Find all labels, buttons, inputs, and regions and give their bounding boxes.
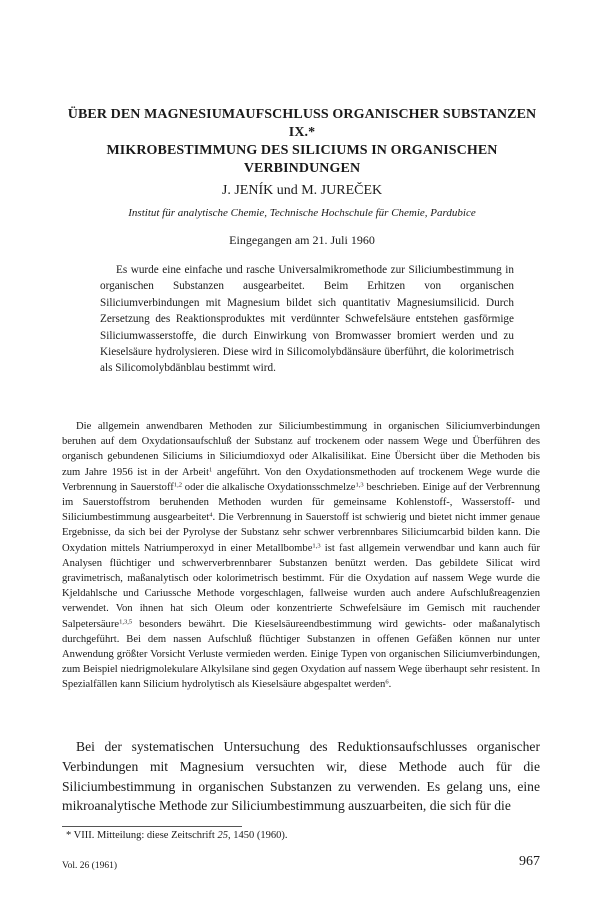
reference-marker: 1,3 <box>355 481 364 489</box>
text-run: beschrieben. Einige auf der Verbrennung im Sauerstoffstrom beruhenden Methoden wurden für gemeinsame Kohlenstoff-, Wasserstoff- und Siliciumbestimmung ausgearbeitet <box>62 481 540 524</box>
footnote-volume: 25 <box>217 830 228 841</box>
journal-volume: Vol. 26 (1961) <box>62 861 117 871</box>
author-1-initials: J. J <box>221 183 240 198</box>
footnote-text: * VIII. Mitteilung: diese Zeitschrift <box>66 830 218 841</box>
footnote-text: , 1450 (1960). <box>227 830 288 841</box>
title-line-1: ÜBER DEN MAGNESIUMAUFSCHLUSS ORGANISCHER SUBSTANZEN IX.* <box>67 107 537 140</box>
main-paragraph <box>62 737 540 816</box>
page-number: 967 <box>519 854 540 869</box>
article-title <box>60 106 544 178</box>
reference-marker: 6 <box>385 678 389 686</box>
author-affiliation: Institut für analytische Chemie, Technische Hochschule für Chemie, Pardubice <box>128 207 476 219</box>
reference-marker: 1,3,5 <box>119 618 133 626</box>
author-2-initials: M. J <box>301 183 327 198</box>
main-text: Bei der systematischen Untersuchung des Reduktionsaufschlusses organischer Verbindungen mit Magnesium versuchten wir, diese Methode auch für die Siliciumbestimmung in organischen Substanzen zu verwenden. Es gelang uns, eine mikroanalytische Methode zur Siliciumbestimmung auszuarbeiten, die sich für die <box>62 739 540 814</box>
reference-marker: 4 <box>209 511 213 519</box>
text-run: . Die Verbrennung in Sauerstoff ist schwierig und bietet nicht immer genaue Ergebnisse, da sich bei der Pyrolyse der Substanz sehr schwer verbrennbares Siliciumcarbid bilden kann. Die Oxydation mittels Natriumperoxyd in einer Metallbombe <box>62 512 541 554</box>
text-run: ist fast allgemein verwendbar und kann auch für Analysen flüchtiger und schwerverbrennbarer Substanzen benützt werden. Das gebildete Silicat wird gravimetrisch, maßanalytisch oder kolorimetrisch bestimmt. Für die Oxydation auf nassem Wege wurde die Kjeldahlsche und Cariussche Methode vorgeschlagen, fallweise wurden auch andere Aufschlußreagenzien verwendet. Von ihnen hat sich Oleum oder konzentrierte Schwefelsäure im Gemisch mit rauchender Salpetersäure <box>62 542 540 630</box>
reference-marker: 1 <box>209 466 213 473</box>
title-line-2: MIKROBESTIMMUNG DES SILICIUMS IN ORGANISCHEN <box>106 143 498 158</box>
title-line-3: VERBINDUNGEN <box>243 161 361 176</box>
abstract <box>100 262 514 377</box>
received-date: Eingegangen am 21. Juli 1960 <box>229 233 375 247</box>
footnote-divider <box>62 826 242 827</box>
reference-marker: 1,2 <box>173 481 183 489</box>
author-conjunction: und <box>273 183 302 198</box>
reference-marker: 1,3 <box>312 542 321 550</box>
introduction-paragraph <box>62 419 540 693</box>
text-run: Die allgemein anwendbaren Methoden zur Siliciumbestimmung in organischen Siliciumverbindungen beruhen auf dem Oxydationsaufschluß der Substanz auf trockenem oder nassem Wege und Überführen des organisch gebundenen Siliciums in Siliciumdioxyd oder Alkalisilikat. Eine Übersicht über die Methoden bis zum Jahre 1956 ist in der Arbeit <box>62 421 540 478</box>
author-line <box>60 182 544 200</box>
text-run: . <box>388 679 392 691</box>
author-1-surname: ENÍK <box>239 183 274 198</box>
text-run: angeführt. Von den Oxydationsmethoden auf trockenem Wege wurde die Verbrennung in Sauerstoff <box>62 466 540 493</box>
introduction-text <box>62 419 540 693</box>
text-run: besonders bewährt. Die Kieselsäureendbestimmung wird gewichts- oder maßanalytisch durchgeführt. Bei dem nassen Aufschluß flüchtiger Substanzen in offenen Gefäßen können nur unter Anwendung größter Vorsicht Verluste vermieden werden. Einige Typen von organischen Siliciumverbindungen, zum Beispiel niedrigmolekulare Alkylsilane sind gegen Oxydation auf nassem Wege überhaupt sehr resistent. In Spezialfällen kann Silicium hydrolytisch als Kieselsäure abgespaltet werden <box>62 618 540 691</box>
abstract-text: Es wurde eine einfache und rasche Universalmikromethode zur Siliciumbestimmung in organischen Substanzen ausgearbeitet. Beim Erhitzen von organischen Siliciumverbindungen mit Magnesium bildet sich quantitativ Magnesiumsilicid. Durch Zersetzung des Reaktionsproduktes mit verdünnter Schwefelsäure entstehen gasförmige Siliciumwasserstoffe, die durch Einwirkung von Bromwasser bromiert werden und zu Kieselsäure hydrolysieren. Diese wird in Silicomolybdänsäure überführt, die kolorimetrisch als Silicomolybdänblau bestimmt wird. <box>100 264 514 375</box>
text-run: oder die alkalische Oxydationsschmelze <box>182 481 356 493</box>
author-2-surname: UREČEK <box>326 183 383 198</box>
footnote <box>66 829 536 843</box>
